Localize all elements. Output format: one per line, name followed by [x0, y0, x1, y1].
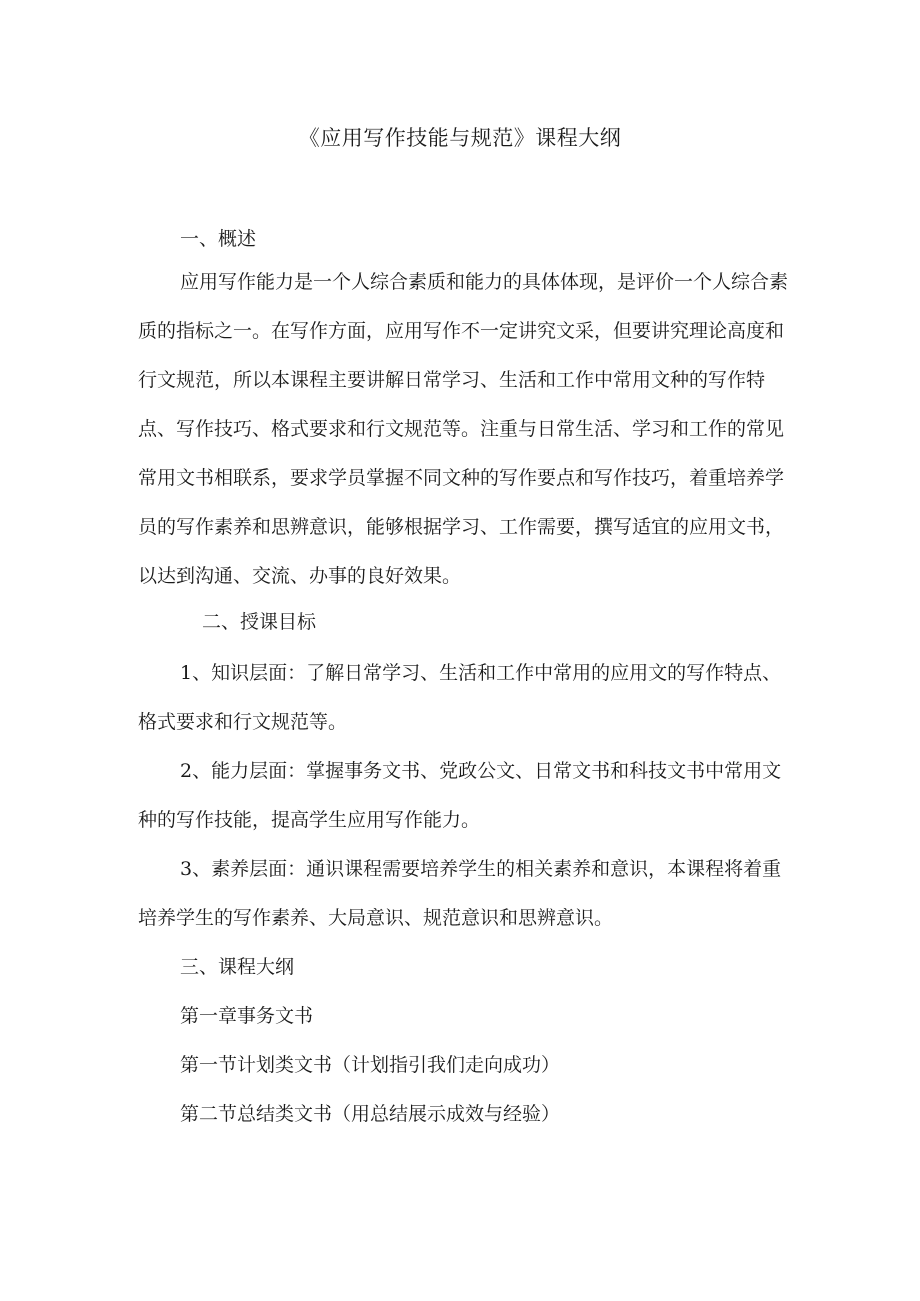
- goal-paragraph-knowledge: 1、知识层面：了解日常学习、生活和工作中常用的应用文的写作特点、格式要求和行文规范等。: [138, 662, 782, 733]
- goal-paragraph-ability: 2、能力层面：掌握事务文书、党政公文、日常文书和科技文书中常用文种的写作技能，提高学生应用写作能力。: [138, 760, 782, 831]
- goal-paragraph-literacy: 3、素养层面：通识课程需要培养学生的相关素养和意识，本课程将着重培养学生的写作素养、大局意识、规范意识和思辨意识。: [138, 858, 782, 929]
- section-item: 第二节总结类文书（用总结展示成效与经验）: [180, 1103, 561, 1125]
- section-heading-outline: 三、课程大纲: [180, 956, 295, 978]
- chapter-title: 第一章事务文书: [180, 1005, 314, 1027]
- overview-paragraph: 应用写作能力是一个人综合素质和能力的具体体现，是评价一个人综合素质的指标之一。在写作方面，应用写作不一定讲究文采，但要讲究理论高度和行文规范，所以本课程主要讲解日常学习、生活和工作中常用文种的写作特点、写作技巧、格式要求和行文规范等。注重与日常生活、学习和工作的常见常用文书相联系，要求学员掌握不同文种的写作要点和写作技巧，着重培养学员的写作素养和思辨意识，能够根据学习、工作需要，撰写适宜的应用文书，以达到沟通、交流、办事的良好效果。: [138, 271, 789, 587]
- section-item: 第一节计划类文书（计划指引我们走向成功）: [180, 1054, 561, 1076]
- section-heading-overview: 一、概述: [180, 228, 257, 250]
- section-heading-goals: 二、授课目标: [202, 611, 317, 633]
- document-title: 《应用写作技能与规范》课程大纲: [298, 126, 622, 150]
